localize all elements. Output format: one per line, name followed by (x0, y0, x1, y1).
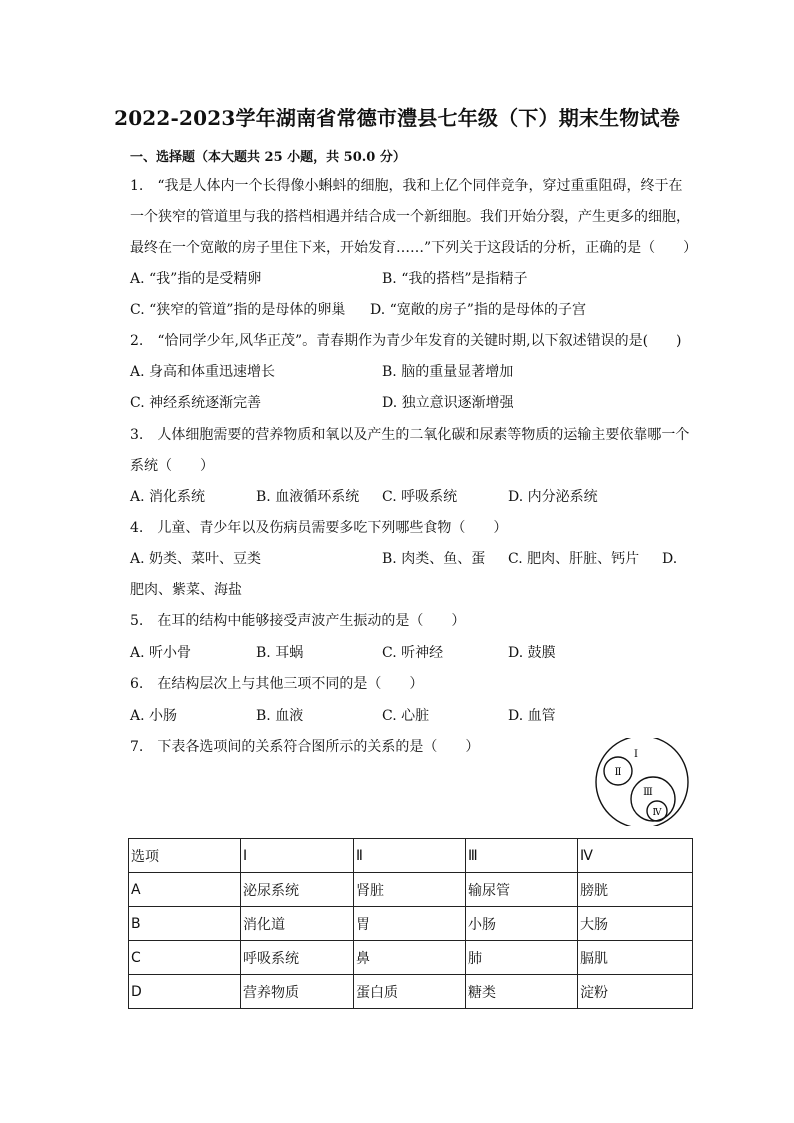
label-iv: Ⅳ (652, 808, 662, 818)
label-ii: Ⅱ (614, 767, 622, 778)
question-5-option-d: D. 鼓膜 (508, 645, 556, 661)
exam-title: 2022-2023学年湖南省常德市澧县七年级（下）期末生物试卷 (114, 106, 680, 130)
question-4-option-a: A. 奶类、菜叶、豆类 (130, 551, 262, 567)
table-cell: 输尿管 (466, 873, 578, 907)
table-cell: 肺 (466, 941, 578, 975)
question-3-option-a: A. 消化系统 (130, 489, 206, 505)
table-cell: D (129, 975, 241, 1009)
table-cell: 大肠 (578, 907, 693, 941)
question-5-option-a: A. 听小骨 (130, 645, 192, 661)
question-6-option-a: A. 小肠 (130, 708, 178, 724)
question-5-line-1: 5. 在耳的结构中能够接受声波产生振动的是（ ） (130, 613, 466, 629)
question-3-option-b: B. 血液循环系统 (256, 489, 360, 505)
question-3-line-1: 3. 人体细胞需要的营养物质和氧以及产生的二氧化碳和尿素等物质的运输主要依靠哪一个 (130, 427, 690, 443)
question-4-option-b: B. 肉类、鱼、蛋 (382, 551, 486, 567)
table-row (129, 975, 693, 1009)
table-cell: B (129, 907, 241, 941)
table-cell: 膀胱 (578, 873, 693, 907)
question-1-option-b: B. “我的搭档”是指精子 (382, 271, 528, 287)
table-cell: A (129, 873, 241, 907)
section-heading: 一、选择题（本大题共 25 小题，共 50.0 分） (130, 150, 406, 165)
label-iii: Ⅲ (643, 787, 653, 798)
table-cell: 小肠 (466, 907, 578, 941)
table-header-cell: Ⅰ (241, 839, 354, 873)
table-cell: 胃 (354, 907, 466, 941)
question-1-option-c: C. “狭窄的管道”指的是母体的卵巢 (130, 302, 346, 318)
label-i: Ⅰ (634, 749, 638, 760)
table-row (129, 873, 693, 907)
question-3-option-d: D. 内分泌系统 (508, 489, 598, 505)
table-cell: 蛋白质 (354, 975, 466, 1009)
table-cell: 鼻 (354, 941, 466, 975)
table-cell: 膈肌 (578, 941, 693, 975)
options-table (128, 838, 693, 1009)
table-cell: 呼吸系统 (241, 941, 354, 975)
question-6-option-b: B. 血液 (256, 708, 304, 724)
question-6-line-1: 6. 在结构层次上与其他三项不同的是（ ） (130, 676, 424, 692)
nested-circles-diagram (592, 738, 692, 826)
table-header-row (129, 839, 693, 873)
table-header-cell: Ⅳ (578, 839, 693, 873)
question-3-line-2: 系统（ ） (130, 458, 214, 474)
question-1-option-d: D. “宽敞的房子”指的是母体的子宫 (370, 302, 586, 318)
table-header-cell: Ⅲ (466, 839, 578, 873)
question-2-option-d: D. 独立意识逐渐增强 (382, 395, 514, 411)
question-4-option-d-text: 肥肉、紫菜、海盐 (130, 582, 242, 598)
question-2-option-c: C. 神经系统逐渐完善 (130, 395, 262, 411)
question-5-option-b: B. 耳蜗 (256, 645, 304, 661)
question-3-option-c: C. 呼吸系统 (382, 489, 458, 505)
table-row (129, 907, 693, 941)
question-5-option-c: C. 听神经 (382, 645, 444, 661)
table-cell: 营养物质 (241, 975, 354, 1009)
question-4-line-1: 4. 儿童、青少年以及伤病员需要多吃下列哪些食物（ ） (130, 520, 508, 536)
table-row (129, 941, 693, 975)
question-7-line-1: 7. 下表各选项间的关系符合图所示的关系的是（ ） (130, 739, 480, 755)
table-cell: 肾脏 (354, 873, 466, 907)
table-cell: C (129, 941, 241, 975)
table-cell: 消化道 (241, 907, 354, 941)
table-cell: 泌尿系统 (241, 873, 354, 907)
question-2-line-1: 2. “恰同学少年,风华正茂”。青春期作为青少年发育的关键时期,以下叙述错误的是( ) (130, 333, 682, 349)
table-header-cell: 选项 (129, 839, 241, 873)
question-4-option-d-label: D. (662, 551, 678, 567)
question-2-option-a: A. 身高和体重迅速增长 (130, 364, 276, 380)
question-4-option-c: C. 肥肉、肝脏、钙片 (508, 551, 640, 567)
table-cell: 糖类 (466, 975, 578, 1009)
table-cell: 淀粉 (578, 975, 693, 1009)
question-1-line-1: 1. “我是人体内一个长得像小蝌蚪的细胞，我和上亿个同伴竞争，穿过重重阻碍，终于在 (130, 178, 683, 194)
table-header-cell: Ⅱ (354, 839, 466, 873)
question-1-line-2: 一个狭窄的管道里与我的搭档相遇并结合成一个新细胞。我们开始分裂，产生更多的细胞， (130, 209, 690, 225)
question-6-option-d: D. 血管 (508, 708, 556, 724)
question-1-option-a: A. “我”指的是受精卵 (130, 271, 262, 287)
question-1-line-3: 最终在一个宽敞的房子里住下来，开始发育……”下列关于这段话的分析，正确的是（ ） (130, 240, 698, 256)
question-2-option-b: B. 脑的重量显著增加 (382, 364, 514, 380)
question-6-option-c: C. 心脏 (382, 708, 430, 724)
